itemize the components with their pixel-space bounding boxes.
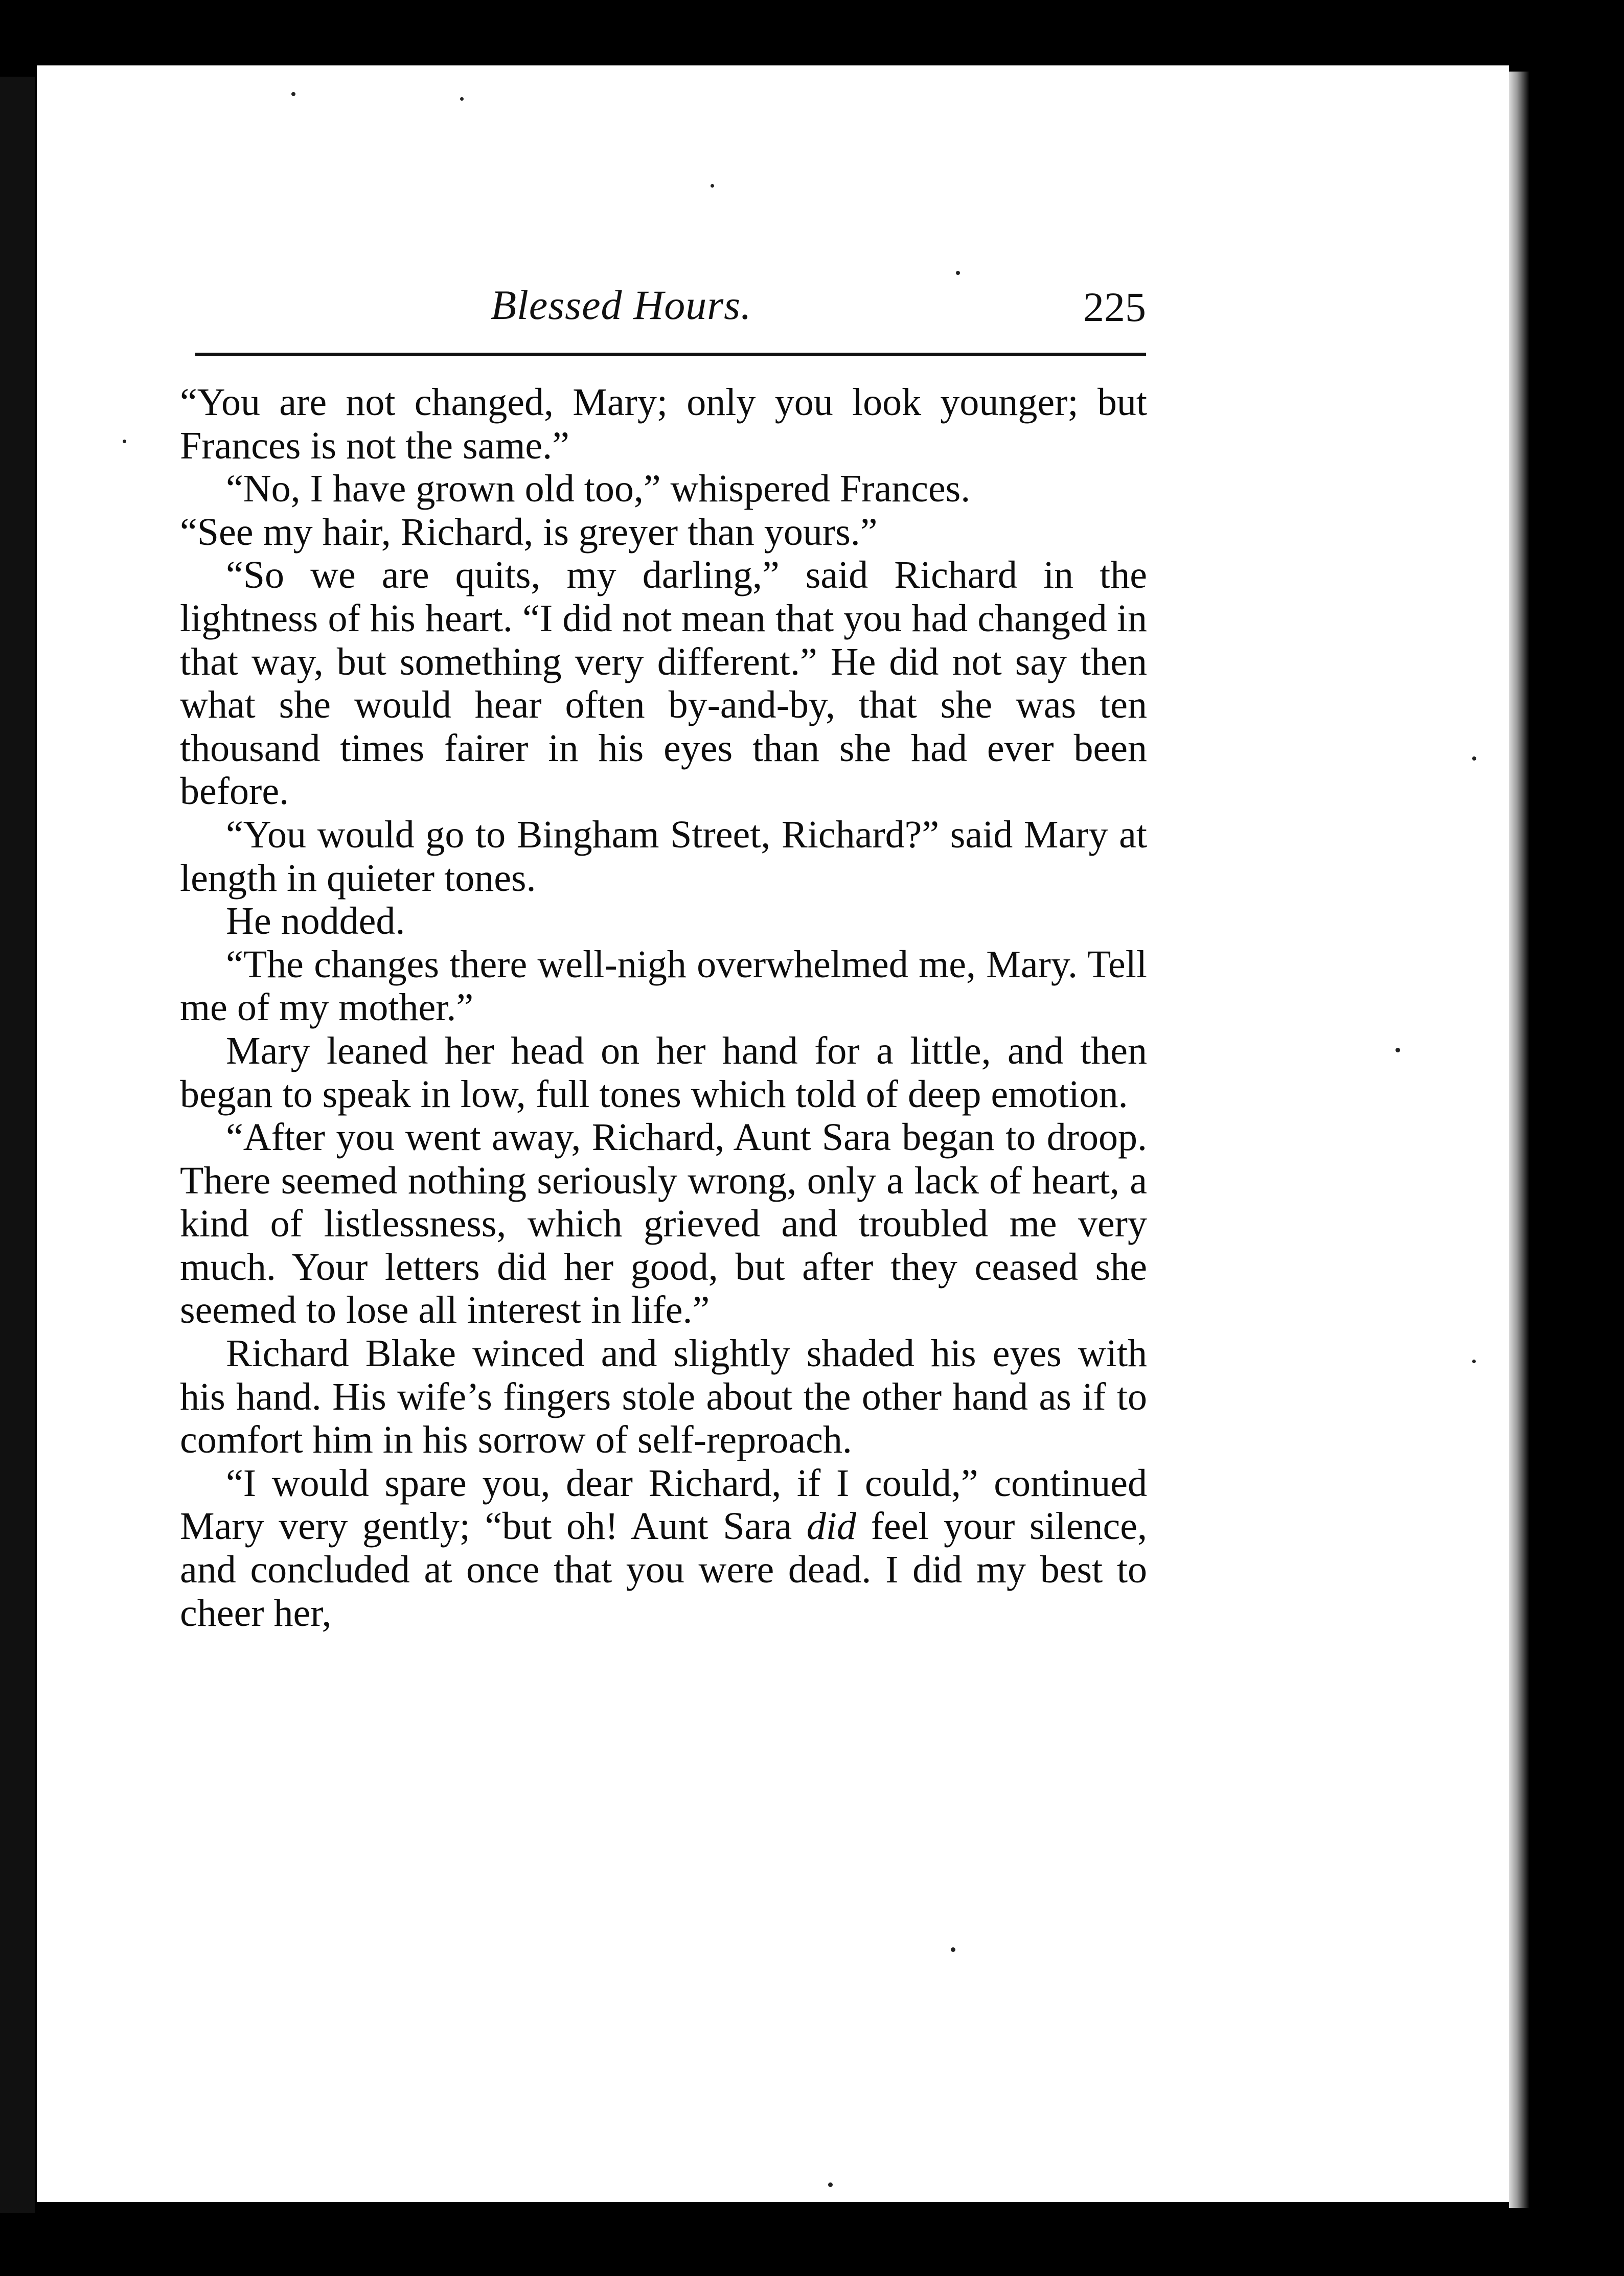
- paragraph: “No, I have grown old too,” whispered Frances.: [226, 467, 971, 511]
- body-text: [180, 381, 1147, 1635]
- page-binding-shadow: [0, 77, 35, 2213]
- paragraph: “You are not changed, Mary; only you look younger; but Frances is not the same.”: [180, 381, 1147, 467]
- emphasis-text: did: [806, 1505, 857, 1548]
- running-title: Blessed Hours.: [491, 282, 752, 328]
- paragraph-text: “I would spare you, dear Richard, if I could,” continued Mary very gently; “but oh! Aunt Sara: [180, 1461, 1147, 1548]
- page-number: 225: [1083, 284, 1146, 330]
- scan-speck: [956, 271, 960, 275]
- scan-speck: [828, 2182, 833, 2187]
- paragraph: “The changes there well-nigh overwhelmed me, Mary. Tell me of my mother.”: [180, 942, 1147, 1029]
- paragraph: “See my hair, Richard, is greyer than yours.”: [180, 510, 878, 554]
- scan-speck: [711, 184, 714, 188]
- page-edge-shadow: [1509, 72, 1529, 2208]
- header-rule: [195, 353, 1146, 356]
- scan-speck: [291, 92, 295, 96]
- paragraph-text: feel your silence, and concluded at once that you were dead. I did my best to cheer her,: [180, 1505, 1147, 1635]
- paragraph: Richard Blake winced and slightly shaded his eyes with his hand. His wife’s fingers stole about the other hand as if to comfort him in his sorrow of self-reproach.: [180, 1332, 1147, 1462]
- scan-speck: [1472, 756, 1476, 761]
- scan-speck: [1396, 1048, 1400, 1052]
- scan-speck: [460, 97, 464, 101]
- scan-speck: [1472, 1360, 1476, 1363]
- paragraph: Mary leaned her head on her hand for a little, and then began to speak in low, full tones which told of deep emotion.: [180, 1029, 1147, 1116]
- paragraph: He nodded.: [226, 900, 405, 943]
- paragraph: “You would go to Bingham Street, Richard?” said Mary at length in quieter tones.: [180, 813, 1147, 900]
- scan-speck: [951, 1947, 955, 1952]
- scan-speck: [123, 440, 126, 443]
- page-header: [195, 276, 1146, 337]
- paragraph: “So we are quits, my darling,” said Richard in the lightness of his heart. “I did not mean that you had changed in that way, but something very different.” He did not say then what she would hear often by-and-by, that she was ten thousand times fairer in his eyes than she had ever been before.: [180, 554, 1147, 813]
- paragraph: [180, 1462, 1147, 1635]
- paragraph: “After you went away, Richard, Aunt Sara began to droop. There seemed nothing seriously wrong, only a lack of heart, a kind of listlessness, which grieved and troubled me very much. Your letters did her good, but after they ceased she seemed to lose all interest in life.”: [180, 1116, 1147, 1332]
